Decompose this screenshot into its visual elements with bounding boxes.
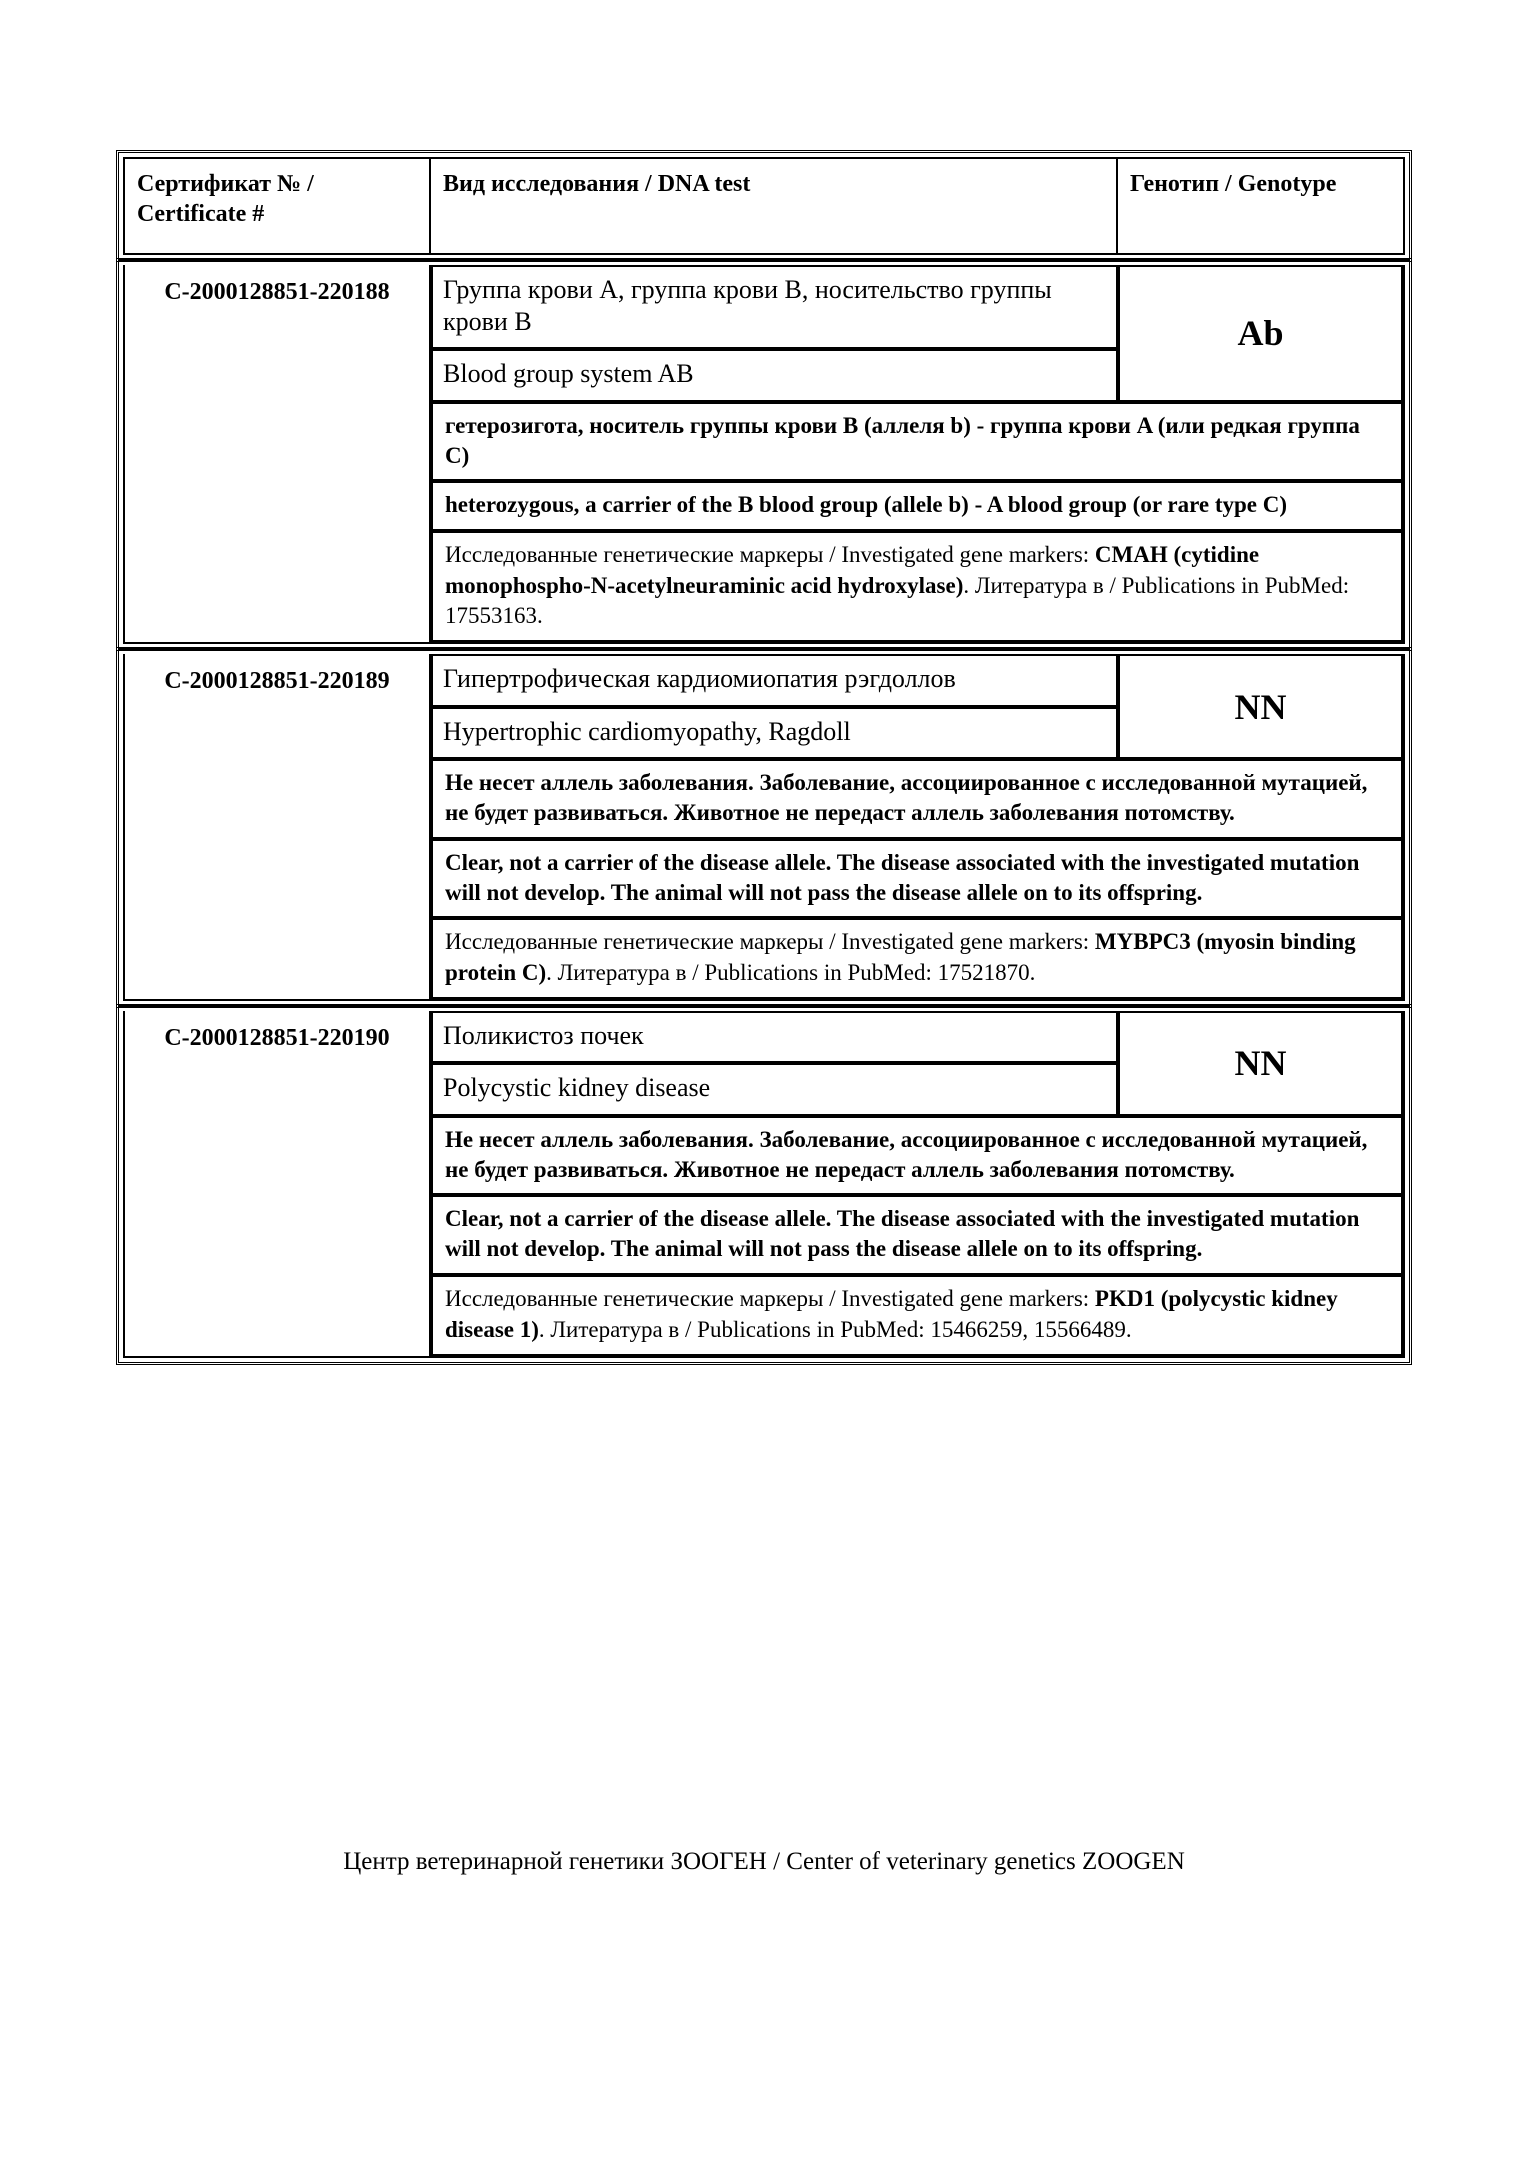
markers-gene: CMAH (cytidine monophospho-N-acetylneuraminic acid hydroxylase) (445, 542, 1260, 598)
test-name-en: Polycystic kidney disease (431, 1063, 1118, 1115)
header-certificate: Сертификат № / Certificate # (125, 159, 431, 253)
certificate-number: C-2000128851-220190 (125, 1011, 431, 1356)
row-content (431, 1011, 1403, 1356)
interpretation-ru: Не несет аллель заболевания. Заболевание, ассоциированное с исследованной мутацией, не будет развиваться. Животное не передаст аллель заболевания потомству. (431, 759, 1403, 839)
genotype-value: NN (1118, 1011, 1403, 1115)
interpretation-en: heterozygous, a carrier of the B blood group (allele b) - A blood group (or rare type C) (431, 481, 1403, 531)
interpretation-ru: Не несет аллель заболевания. Заболевание, ассоциированное с исследованной мутацией, не будет развиваться. Животное не передаст аллель заболевания потомству. (431, 1116, 1403, 1196)
markers-pubmed-label: . Литература в / Publications in PubMed: (538, 1316, 931, 1342)
gene-markers (431, 1275, 1403, 1356)
interpretation-ru: гетерозигота, носитель группы крови B (аллеля b) - группа крови A (или редкая группа C) (431, 402, 1403, 482)
row-content (431, 654, 1403, 999)
markers-gene: PKD1 (polycystic kidney disease 1) (445, 1286, 1338, 1342)
result-row-frame-2 (116, 647, 1412, 1008)
test-name-ru: Гипертрофическая кардиомиопатия рэгдоллов (431, 654, 1118, 706)
test-name-ru: Поликистоз почек (431, 1011, 1118, 1063)
table-row (123, 1011, 1405, 1358)
markers-gene: MYBPC3 (myosin binding protein C) (445, 929, 1356, 985)
test-name-and-genotype (431, 265, 1403, 402)
test-name-ru: Группа крови А, группа крови В, носительство группы крови В (431, 265, 1118, 349)
markers-prefix: Исследованные генетические маркеры / Investigated gene markers: (445, 542, 1095, 568)
result-row-frame-1 (116, 258, 1412, 651)
test-name-en: Blood group system AB (431, 349, 1118, 401)
test-names (431, 654, 1118, 758)
markers-pubmed-label: . Литература в / Publications in PubMed: (546, 959, 938, 985)
header-genotype: Генотип / Genotype (1130, 171, 1337, 197)
certificate-number: C-2000128851-220188 (125, 265, 431, 642)
table-row (123, 654, 1405, 1001)
gene-markers (431, 918, 1403, 999)
dna-results-table (116, 150, 1412, 1365)
test-name-and-genotype (431, 654, 1403, 758)
genotype-value: NN (1118, 654, 1403, 758)
test-name-en: Hypertrophic cardiomyopathy, Ragdoll (431, 707, 1118, 759)
gene-markers (431, 531, 1403, 642)
markers-pubmed-ids: 17521870. (937, 959, 1036, 985)
header-dna-test: Вид исследования / DNA test (431, 159, 1118, 253)
markers-pubmed-ids: 17553163. (445, 603, 543, 629)
row-content (431, 265, 1403, 642)
table-header-row (123, 157, 1405, 255)
test-names (431, 1011, 1118, 1115)
table-header-frame (116, 150, 1412, 262)
certificate-number: C-2000128851-220189 (125, 654, 431, 999)
page-footer: Центр ветеринарной генетики ЗООГЕН / Center of veterinary genetics ZOOGEN (343, 1848, 1185, 1875)
markers-pubmed-label: . Литература в / Publications in PubMed: (963, 572, 1350, 598)
markers-prefix: Исследованные генетические маркеры / Investigated gene markers: (445, 929, 1095, 955)
table-row (123, 265, 1405, 644)
interpretation-en: Clear, not a carrier of the disease allele. The disease associated with the investigated mutation will not develop. The animal will not pass the disease allele on to its offspring. (431, 839, 1403, 919)
test-name-and-genotype (431, 1011, 1403, 1115)
interpretation-en: Clear, not a carrier of the disease allele. The disease associated with the investigated mutation will not develop. The animal will not pass the disease allele on to its offspring. (431, 1195, 1403, 1275)
test-names (431, 265, 1118, 402)
genotype-value: Ab (1118, 265, 1403, 402)
markers-prefix: Исследованные генетические маркеры / Investigated gene markers: (445, 1286, 1095, 1312)
markers-pubmed-ids: 15466259, 15566489. (930, 1316, 1132, 1342)
result-row-frame-3 (116, 1004, 1412, 1365)
